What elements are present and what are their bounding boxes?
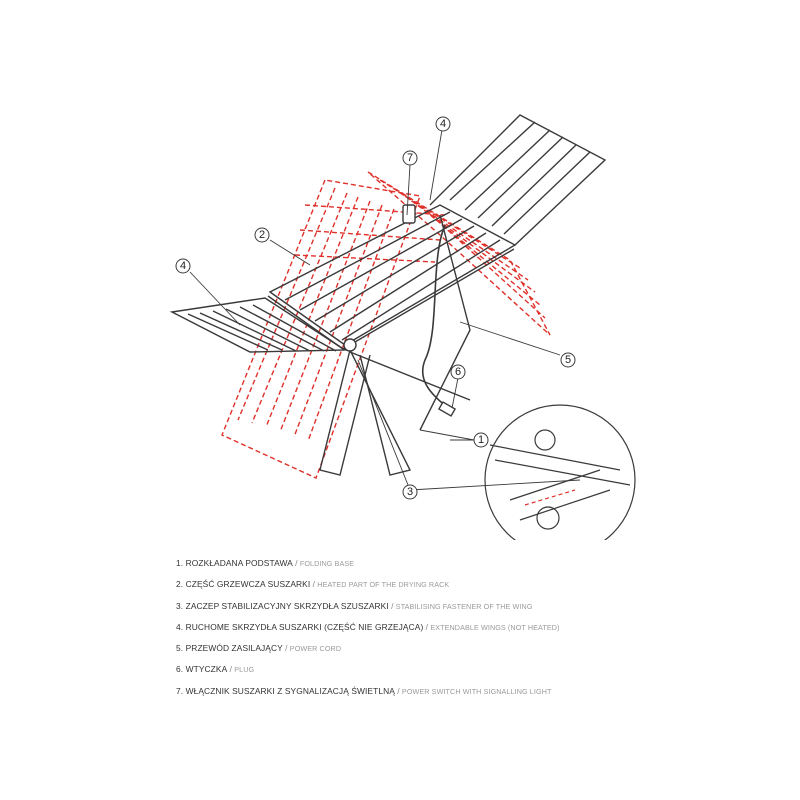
legend-item-separator: /: [423, 621, 431, 632]
legend-item-pl: 7. WŁĄCZNIK SUSZARKI Z SYGNALIZACJĄ ŚWIETLNĄ: [176, 685, 395, 696]
rack-frame: [172, 115, 605, 475]
callout-1: [474, 433, 488, 447]
legend-item: [176, 553, 776, 574]
callout-7: [403, 151, 417, 165]
detail-zoom: [485, 405, 635, 540]
legend-item-en: FOLDING BASE: [299, 559, 355, 568]
callout-leaders: [190, 124, 580, 490]
legend-item-separator: /: [227, 664, 235, 675]
svg-text:6: 6: [454, 366, 462, 378]
legend-item-pl: 5. PRZEWÓD ZASILAJĄCY: [176, 643, 283, 654]
legend-item-en: PLUG: [234, 665, 255, 675]
legend-item-separator: /: [388, 600, 396, 611]
legend-item: [176, 659, 776, 680]
legend-item-en: POWER SWITCH WITH SIGNALLING LIGHT: [401, 686, 552, 696]
folding-base: [320, 215, 470, 475]
svg-text:4: 4: [179, 260, 187, 272]
parts-legend: [176, 553, 776, 702]
svg-text:4: 4: [439, 118, 447, 130]
legend-item-pl: 1. ROZKŁADANA PODSTAWA: [176, 558, 293, 568]
svg-text:1: 1: [477, 434, 485, 446]
legend-item-separator: /: [394, 685, 402, 696]
legend-item-pl: 3. ZACZEP STABILIZACYJNY SKRZYDŁA SZUSZARKI: [176, 600, 389, 611]
legend-item: [176, 681, 776, 702]
legend-item-pl: 6. WTYCZKA: [176, 664, 228, 675]
callout-2: [255, 228, 269, 242]
callout-6: [451, 365, 465, 379]
svg-text:2: 2: [258, 229, 266, 241]
svg-text:3: 3: [406, 486, 414, 498]
legend-item-separator: /: [282, 643, 290, 654]
svg-text:7: 7: [406, 152, 414, 164]
legend-item-pl: 2. CZĘŚĆ GRZEWCZA SUSZARKI: [176, 579, 311, 590]
legend-item: [176, 617, 776, 638]
legend-item-en: STABILISING FASTENER OF THE WING: [395, 601, 533, 611]
legend-item-en: POWER CORD: [289, 644, 342, 654]
callout-3: [403, 485, 417, 499]
legend-item-en: HEATED PART OF THE DRYING RACK: [317, 580, 450, 590]
legend-item-separator: /: [310, 579, 318, 590]
power-cord: [423, 225, 452, 412]
legend-item: [176, 596, 776, 617]
legend-item-en: EXTENDABLE WINGS (NOT HEATED): [430, 622, 560, 632]
callout-4-top: [436, 117, 450, 131]
legend-item-pl: 4. RUCHOME SKRZYDŁA SUSZARKI (CZĘŚĆ NIE GRZEJĄCA): [176, 621, 424, 632]
legend-item-separator: /: [292, 558, 300, 568]
legend-item: [176, 574, 776, 595]
callout-5: [561, 353, 575, 367]
callout-4-left: [176, 259, 190, 273]
legend-item: [176, 638, 776, 659]
svg-text:5: 5: [564, 354, 572, 366]
